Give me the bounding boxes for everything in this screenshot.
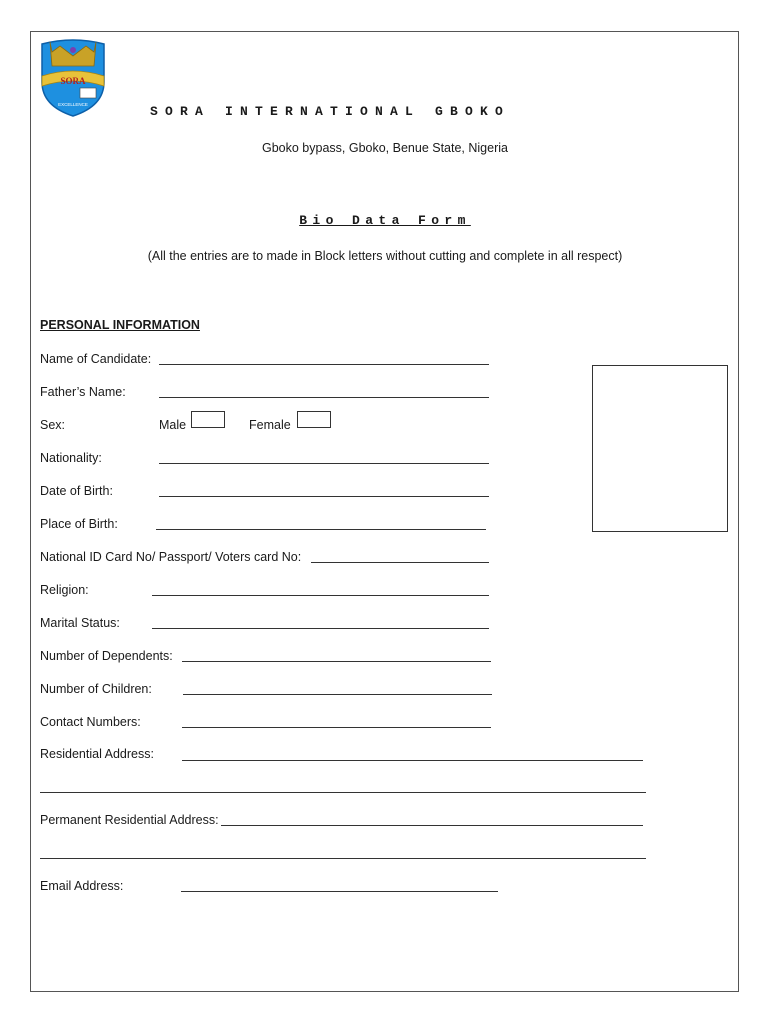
residential-address-field[interactable] — [182, 760, 643, 761]
place-of-birth-field[interactable] — [156, 529, 486, 530]
number-of-children-label: Number of Children: — [40, 682, 152, 696]
date-of-birth-label: Date of Birth: — [40, 484, 113, 498]
name-of-candidate-label: Name of Candidate: — [40, 352, 152, 366]
section-heading-personal-information: PERSONAL INFORMATION — [40, 318, 200, 332]
email-address-field[interactable] — [181, 891, 498, 892]
number-of-dependents-label: Number of Dependents: — [40, 649, 173, 663]
number-of-children-field[interactable] — [183, 694, 492, 695]
marital-status-label: Marital Status: — [40, 616, 120, 630]
nationality-label: Nationality: — [40, 451, 102, 465]
nationality-field[interactable] — [159, 463, 489, 464]
marital-status-field[interactable] — [152, 628, 489, 629]
number-of-dependents-field[interactable] — [182, 661, 491, 662]
national-id-label: National ID Card No/ Passport/ Voters card No: — [40, 550, 302, 564]
permanent-address-field[interactable] — [221, 825, 643, 826]
sex-label: Sex: — [40, 418, 66, 432]
passport-photo-box[interactable] — [592, 365, 728, 532]
fathers-name-label: Father’s Name: — [40, 385, 126, 399]
fathers-name-field[interactable] — [159, 397, 489, 398]
permanent-address-label: Permanent Residential Address: — [40, 813, 219, 827]
organization-name: SORA INTERNATIONAL GBOKO — [150, 104, 511, 119]
sex-female-checkbox[interactable] — [297, 411, 331, 428]
organization-address: Gboko bypass, Gboko, Benue State, Nigeria — [262, 141, 508, 155]
religion-field[interactable] — [152, 595, 489, 596]
sex-female-label: Female — [249, 418, 291, 432]
email-address-label: Email Address: — [40, 879, 124, 893]
permanent-address-field-line-2[interactable] — [40, 858, 646, 859]
residential-address-field-line-2[interactable] — [40, 792, 646, 793]
logo-text: SORA — [60, 76, 86, 86]
contact-numbers-label: Contact Numbers: — [40, 715, 141, 729]
date-of-birth-field[interactable] — [159, 496, 489, 497]
school-crest-logo — [38, 36, 108, 118]
form-instructions: (All the entries are to made in Block letters without cutting and complete in all respect) — [147, 249, 623, 263]
sex-male-checkbox[interactable] — [191, 411, 225, 428]
residential-address-label: Residential Address: — [40, 747, 154, 761]
sex-male-label: Male — [159, 418, 187, 432]
contact-numbers-field[interactable] — [182, 727, 491, 728]
name-of-candidate-field[interactable] — [159, 364, 489, 365]
form-title: Bio Data Form — [299, 213, 471, 228]
logo-motto: EXCELLENCE — [58, 102, 88, 107]
religion-label: Religion: — [40, 583, 89, 597]
national-id-field[interactable] — [311, 562, 489, 563]
place-of-birth-label: Place of Birth: — [40, 517, 118, 531]
